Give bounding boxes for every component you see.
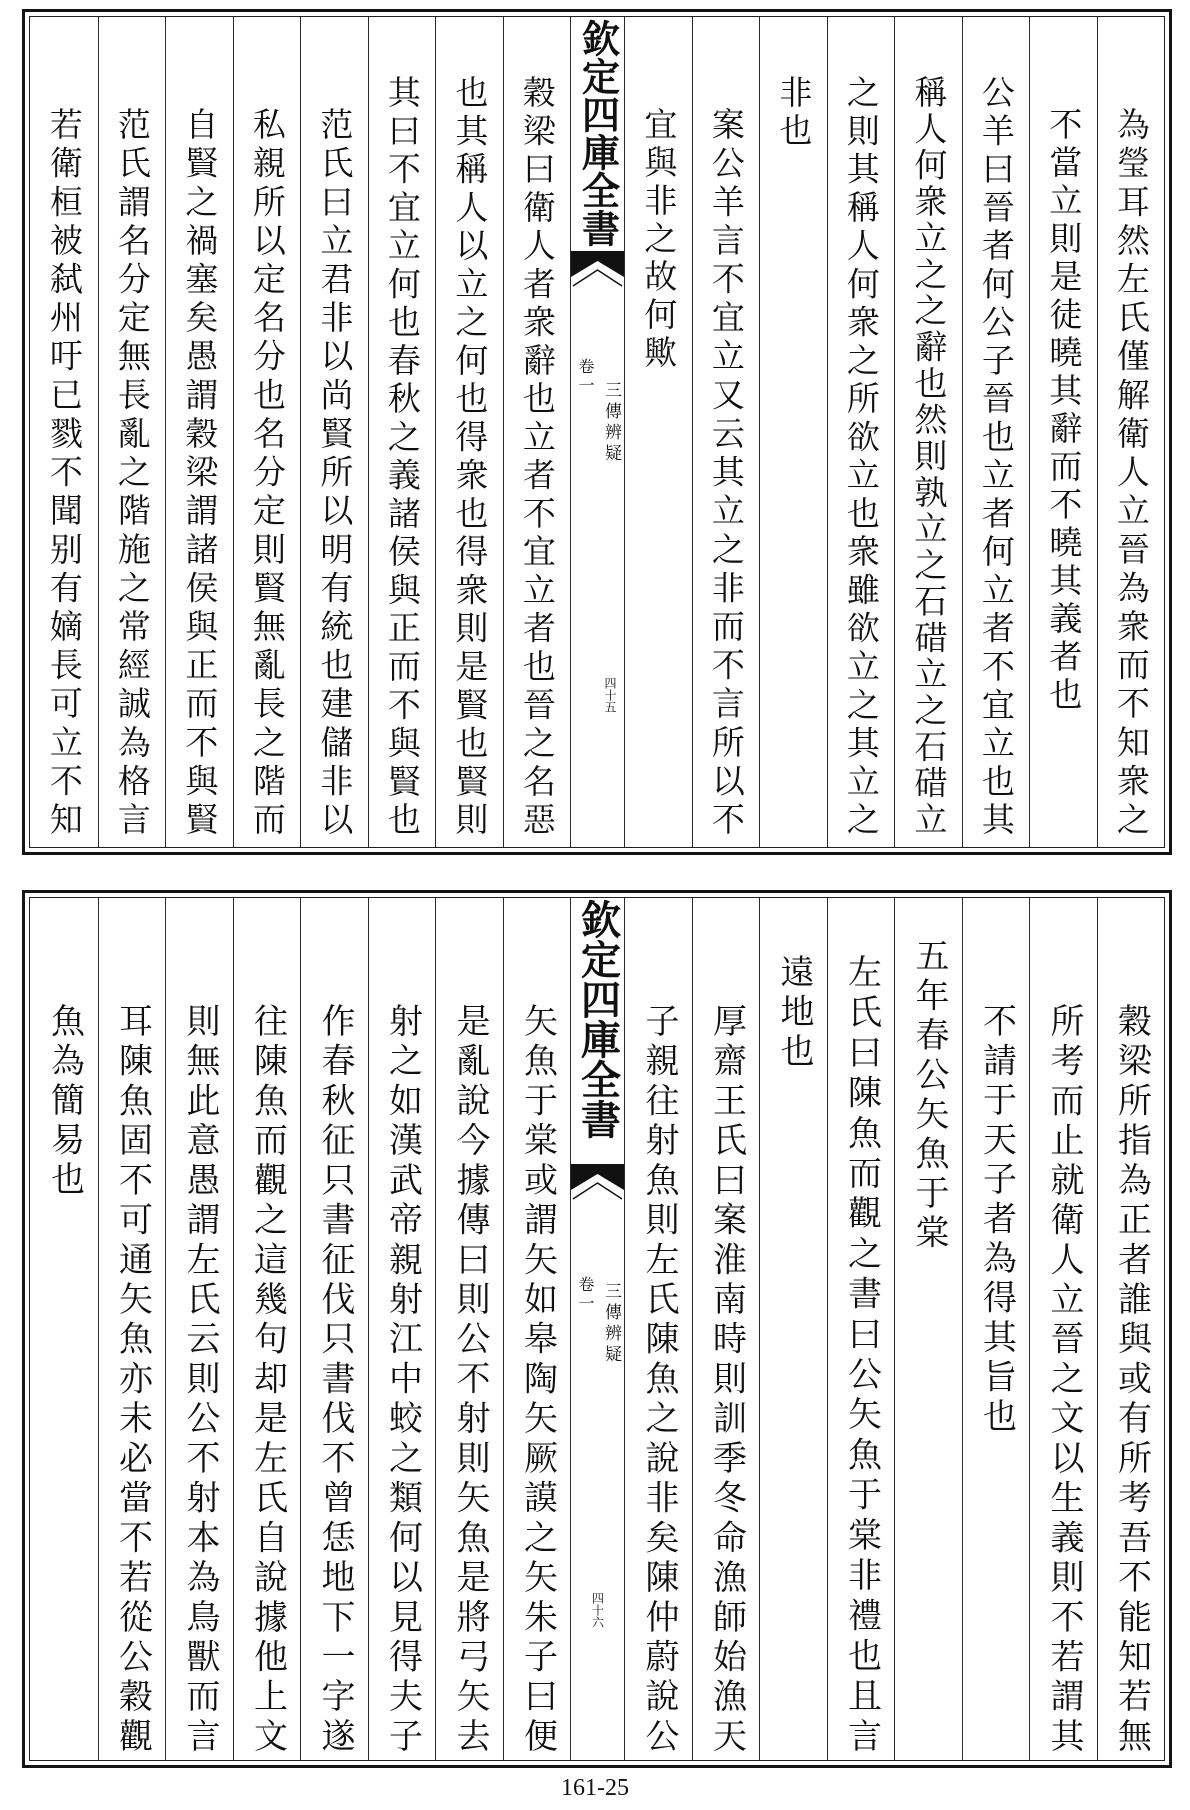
column-slot	[503, 17, 571, 847]
text-column: 也其稱人以立之何也得衆也得衆則是賢也賢則	[450, 75, 490, 841]
upper-half-leaf	[22, 9, 1172, 855]
column-slot	[300, 17, 368, 847]
column-slot	[962, 17, 1030, 847]
text-column: 矢魚于棠或謂矢如皋陶矢厥謨之矢朱子曰便	[517, 1003, 558, 1758]
text-column: 射之如漢武帝親射江中蛟之類何以見得夫子	[382, 1003, 423, 1758]
column-slot	[300, 898, 368, 1760]
text-column: 穀梁所指為正者誰與或有所考吾不能知若無	[1111, 1003, 1152, 1758]
text-column: 范氏曰立君非以尚賢所以明有統也建儲非以	[315, 107, 355, 841]
column-slot	[368, 898, 436, 1760]
text-column: 子親往射魚則左氏陳魚之說非矣陳仲蔚說公	[638, 1003, 679, 1758]
column-slot	[368, 17, 436, 847]
column-slot	[30, 17, 98, 847]
column-slot	[827, 898, 895, 1760]
column-slot	[233, 898, 301, 1760]
text-column: 是亂說今據傳曰則公不射則矢魚是將弓矢去	[449, 1003, 490, 1758]
fish-tail-mark	[571, 251, 624, 289]
column-slot	[233, 17, 301, 847]
text-column: 耳陳魚固不可通矢魚亦未必當不若從公穀觀	[112, 1003, 153, 1758]
text-column: 為瑩耳然左氏僅解衛人立晉為衆而不知衆之	[1111, 107, 1151, 841]
column-slot	[827, 17, 895, 847]
column-slot	[692, 17, 760, 847]
text-column: 穀梁曰衛人者衆辭也立者不宜立者也晉之名惡	[517, 75, 557, 841]
column-slot	[435, 898, 503, 1760]
column-slot	[624, 17, 692, 847]
text-column: 不請于天子者為得其旨也	[976, 1003, 1017, 1438]
text-column: 非也	[774, 75, 814, 151]
column-slot	[759, 898, 827, 1760]
column-slot	[962, 898, 1030, 1760]
text-column: 左氏曰陳魚而觀之書曰公矢魚于棠非禮也且言	[841, 954, 882, 1759]
text-column: 所考而止就衛人立晉之文以生義則不若謂其	[1043, 1003, 1084, 1758]
text-column: 自賢之禍塞矣愚謂穀梁謂諸侯與正而不與賢	[180, 107, 220, 841]
text-column: 作春秋征只書征伐只書伐不曾恁地下一字遂	[314, 1003, 355, 1758]
classic-text-heading: 五年春公矢魚于棠	[908, 938, 949, 1254]
lower-half-leaf	[22, 890, 1172, 1768]
series-title: 欽定四庫全書	[574, 899, 622, 1139]
fish-tail-mark	[571, 1164, 624, 1202]
column-slot	[98, 898, 166, 1760]
text-column: 魚為簡易也	[44, 1003, 85, 1201]
column-slot	[759, 17, 827, 847]
column-slot	[503, 898, 571, 1760]
column-slot	[1097, 17, 1165, 847]
text-column: 私親所以定名分也名分定則賢無亂長之階而	[247, 107, 287, 841]
text-column: 宜與非之故何歟	[639, 107, 679, 373]
volume-label: 卷一	[576, 1276, 595, 1314]
fold-column	[570, 898, 624, 1760]
page-number: 161-25	[561, 1775, 629, 1801]
text-column: 稱人何衆立之之辭也然則孰立之石碏立之石碏立	[909, 75, 949, 839]
text-column: 之則其稱人何衆之所欲立也衆雖欲立之其立之	[841, 75, 881, 841]
column-slot	[692, 898, 760, 1760]
column-slot	[1097, 898, 1165, 1760]
series-title: 欽定四庫全書	[575, 19, 621, 247]
column-slot	[1029, 898, 1097, 1760]
leaf-frame	[29, 16, 1165, 848]
column-slot	[435, 17, 503, 847]
text-column: 公羊曰晉者何公子晉也立者何立者不宜立也其	[976, 75, 1016, 841]
column-slot	[894, 898, 962, 1760]
text-column: 遠地也	[773, 954, 814, 1073]
text-column: 范氏謂名分定無長亂之階施之常經誠為格言	[112, 107, 152, 841]
leaf-frame	[29, 897, 1165, 1761]
text-column: 則無此意愚謂左氏云則公不射本為鳥獸而言	[179, 1003, 220, 1758]
book-title: 三傳辨疑	[601, 381, 621, 465]
volume-label: 卷一	[576, 358, 595, 396]
leaf-number: 四十五	[603, 677, 617, 713]
text-column: 往陳魚而觀之這幾句却是左氏自說據他上文	[247, 1003, 288, 1758]
column-slot	[624, 898, 692, 1760]
text-column: 若衛桓被弑州吁已戮不聞别有嫡長可立不知	[44, 107, 84, 841]
text-column: 案公羊言不宜立又云其立之非而不言所以不	[706, 107, 746, 841]
column-slot	[894, 17, 962, 847]
fold-column	[570, 17, 624, 847]
text-column: 厚齋王氏曰案淮南時則訓季冬命漁師始漁天	[706, 1003, 747, 1758]
column-slot	[30, 898, 98, 1760]
column-slot	[1029, 17, 1097, 847]
text-column: 不當立則是徒曉其辭而不曉其義者也	[1044, 107, 1084, 715]
leaf-number: 四十六	[590, 1592, 605, 1628]
column-slot	[165, 17, 233, 847]
column-slot	[165, 898, 233, 1760]
text-column: 其曰不宜立何也春秋之義諸侯與正而不與賢也	[382, 75, 422, 841]
book-title: 三傳辨疑	[601, 1282, 621, 1366]
column-slot	[98, 17, 166, 847]
